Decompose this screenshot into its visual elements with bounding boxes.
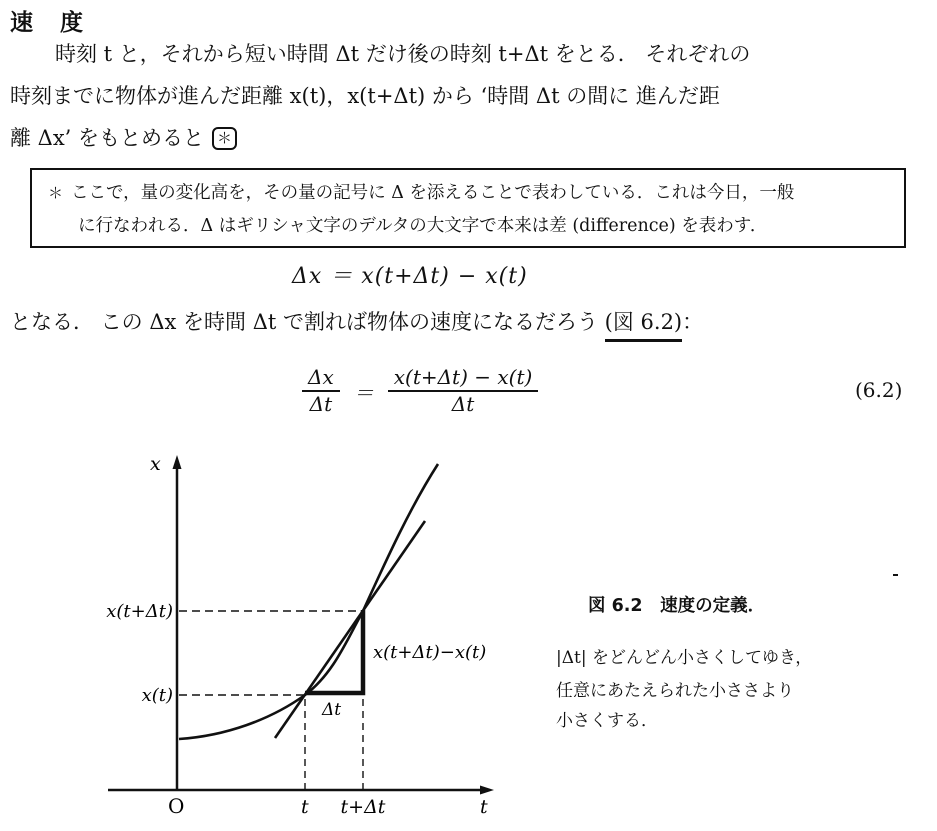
x-axis-arrow-icon: [480, 786, 494, 795]
figure-reference: (図 6.2): [605, 306, 682, 342]
equals-sign: ＝: [353, 380, 374, 405]
position-curve: [179, 464, 438, 739]
value-label-xt: x(t): [141, 685, 173, 706]
footnote-box: [30, 168, 906, 248]
value-label-xt-dt: x(t+Δt): [106, 601, 173, 622]
equation-6-2: [302, 366, 538, 416]
rhs-denominator: Δt: [451, 392, 475, 416]
paragraph2-colon: ：: [682, 310, 704, 334]
paragraph2: [10, 306, 703, 342]
footnote-line1: [48, 179, 794, 204]
tick-label-t-plus-dt: t+Δt: [340, 796, 386, 818]
equation-delta-x: Δx ＝ x(t+Δt) − x(t): [292, 264, 528, 289]
footnote-line2: に行なわれる．Δ はギリシャ文字のデルタの大文字で本来は差 (difference) を表わす．: [78, 216, 768, 236]
lhs-fraction: [302, 366, 340, 416]
difference-label: x(t+Δt)−x(t): [373, 642, 487, 663]
paragraph1-line3-text: 離 Δx’ をもとめると: [10, 126, 205, 150]
page-title: 速 度: [10, 10, 85, 36]
secant-line: [275, 521, 425, 738]
stray-mark: [893, 574, 898, 576]
rhs-fraction: [388, 366, 539, 416]
paragraph1-line3: [10, 122, 237, 152]
figure-caption-line1: |Δt| をどんどん小さくしてゆき，: [556, 648, 813, 668]
figure-graph: [100, 443, 525, 831]
origin-label: O: [168, 794, 185, 818]
delta-t-label: Δt: [322, 700, 342, 720]
footnote-line1-text: ここで，量の変化高を，その量の記号に Δ を添えることで表わしている．これは今日，一般: [71, 183, 795, 203]
tick-label-t: t: [301, 796, 309, 818]
lhs-denominator: Δt: [309, 392, 333, 416]
figure-caption-title: 図 6.2 速度の定義．: [588, 596, 766, 616]
y-axis-label: x: [150, 453, 161, 475]
lhs-numerator: Δx: [302, 366, 340, 392]
x-axis-label: t: [480, 796, 488, 818]
paragraph1-line1: 時刻 t と，それから短い時間 Δt だけ後の時刻 t+Δt をとる． それぞれの: [55, 42, 751, 66]
footnote-marker-icon: ＊: [212, 127, 237, 150]
figure-caption-line3: 小さくする．: [556, 711, 658, 731]
equation-number: (6.2): [855, 378, 903, 402]
footnote-asterisk: ＊: [48, 184, 64, 202]
y-axis-arrow-icon: [173, 455, 182, 469]
paragraph1-line2: 時刻までに物体が進んだ距離 x(t)，x(t+Δt) から ‘時間 Δt の間に 進んだ距: [10, 84, 720, 108]
paragraph2-text: となる． この Δx を時間 Δt で割れば物体の速度になるだろう: [10, 310, 605, 334]
rhs-numerator: x(t+Δt) − x(t): [388, 366, 539, 392]
figure-caption-line2: 任意にあたえられた小ささより: [556, 681, 794, 701]
